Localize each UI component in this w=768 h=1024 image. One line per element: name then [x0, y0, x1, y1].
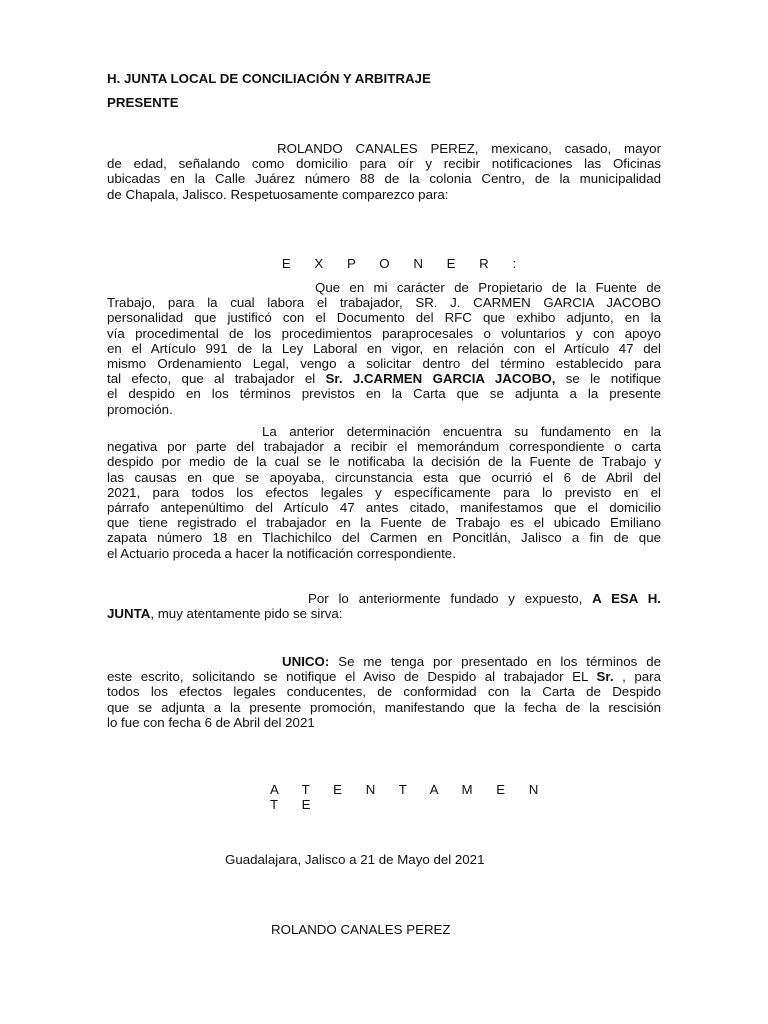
unico-line: lo fue con fecha 6 de Abril del 2021: [107, 714, 315, 730]
unico-line2-bold: Sr.: [596, 669, 614, 685]
unico-label: UNICO:: [282, 654, 330, 669]
exponer-line: vía procedimental de los procedimientos paraprocesales o voluntarios y con apoyo: [107, 325, 661, 341]
fundamento-line: despido por medio de la cual se le notificaba la decisión de la Fuente de Trabajo y: [107, 454, 661, 470]
fundamento-line: el Actuario proceda a hacer la notificación correspondiente.: [107, 545, 456, 561]
petition-line-2: [107, 606, 661, 621]
fundamento-line: párrafo antepenúltimo del Artículo 47 antes citado, manifestamos que el domicilio: [107, 500, 661, 516]
atentamente-heading: A T E N T A M E N T E: [270, 782, 549, 813]
unico-line: que se adjunta a la presente promoción, manifestando que la fecha de la rescisión: [107, 699, 661, 715]
exponer-line: Que en mi carácter de Propietario de la Fuente de: [315, 280, 661, 295]
unico-line-1: [107, 654, 661, 669]
petition-line-1: [107, 591, 661, 606]
petition-line2-bold: JUNTA: [107, 606, 151, 622]
intro-line: de edad, señalando como domicilio para oír y recibir notificaciones las Oficinas: [107, 156, 661, 172]
fundamento-line: negativa por parte del trabajador a recibir el memorándum correspondiente o carta: [107, 439, 661, 455]
exponer-line: mismo Ordenamiento Legal, vengo a solicitar dentro del término establecido para: [107, 356, 661, 372]
fundamento-line: 2021, para todos los efectos legales y específicamente para lo previsto en el: [107, 484, 661, 500]
presente-heading: PRESENTE: [107, 95, 179, 110]
exponer-line7-pre: tal efecto, que al trabajador el: [107, 371, 326, 387]
exponer-line-7: [107, 371, 661, 386]
petition-paragraph: [107, 591, 661, 621]
petition-line2-post: , muy atentamente pido se sirva:: [150, 606, 343, 622]
petition-line1-pre: Por lo anteriormente fundado y expuesto,: [308, 591, 593, 606]
signature-name: ROLANDO CANALES PEREZ: [271, 922, 451, 937]
fundamento-line: las causas en que se apoyaba, circunstancia esta que ocurrió el 6 de Abril del: [107, 469, 661, 485]
exponer-line: personalidad que justificó con el Documento del RFC que exhibo adjunto, en la: [107, 310, 661, 326]
intro-paragraph: [107, 141, 661, 202]
fundamento-line: zapata número 18 en Tlachichilco del Carmen en Poncitlán, Jalisco a fin de que: [107, 530, 661, 546]
exponer-paragraph: [107, 280, 661, 417]
worker-name-bold: Sr. J.CARMEN GARCIA JACOBO,: [325, 371, 556, 387]
petition-line1-bold: A ESA H.: [592, 591, 661, 606]
exponer-line: Trabajo, para la cual labora el trabajador, SR. J. CARMEN GARCIA JACOBO: [107, 295, 661, 311]
exponer-line: en el Artículo 991 de la Ley Laboral en vigor, en relación con el Artículo 47 del: [107, 340, 661, 356]
addressee-heading: H. JUNTA LOCAL DE CONCILIACIÓN Y ARBITRAJE: [107, 71, 431, 86]
unico-line: todos los efectos legales conducentes, de conformidad con la Carta de Despido: [107, 684, 661, 700]
intro-line: ROLANDO CANALES PEREZ, mexicano, casado, mayor: [277, 141, 661, 156]
unico-line2-pre: este escrito, solicitando se notifique el Aviso de Despido al trabajador EL: [107, 669, 597, 685]
exponer-line7-post: se le notifique: [555, 371, 661, 387]
fundamento-line: que tiene registrado el trabajador en la Fuente de Trabajo es el ubicado Emiliano: [107, 515, 661, 531]
intro-line: de Chapala, Jalisco. Respetuosamente comparezco para:: [107, 186, 449, 202]
place-date: Guadalajara, Jalisco a 21 de Mayo del 2021: [225, 852, 485, 867]
exponer-line: el despido en los términos previstos en la Carta que se adjunta a la presente: [107, 386, 661, 402]
exponer-heading: E X P O N E R :: [281, 256, 527, 271]
unico-line1-post: Se me tenga por presentado en los términos de: [329, 654, 661, 669]
fundamento-paragraph: [107, 424, 661, 561]
intro-line: ubicadas en la Calle Juárez número 88 de la colonia Centro, de la municipalidad: [107, 171, 661, 187]
unico-line2-post: , para: [613, 669, 661, 685]
fundamento-line: La anterior determinación encuentra su fundamento en la: [262, 424, 661, 439]
unico-paragraph: [107, 654, 661, 730]
unico-line-2: [107, 669, 661, 684]
exponer-line: promoción.: [107, 401, 173, 417]
